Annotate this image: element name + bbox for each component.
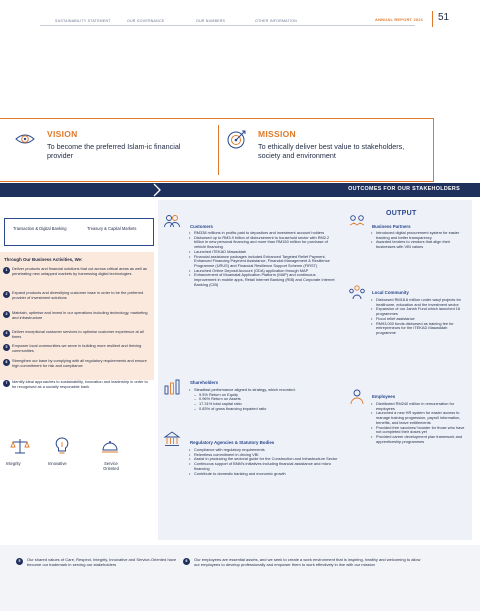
service-bell-icon (100, 436, 120, 456)
regulators-title: Regulatory Agencies & Statutory Bodies (190, 440, 275, 445)
nav-other[interactable]: OTHER INFORMATION (255, 19, 297, 23)
regulators-item: • Continuous support of BNM's initiatives including financial assistance and micro financing (188, 462, 338, 471)
approach-item-6: Strengthen our base by complying with all regulatory requirements and ensure high commitment for risk and compliance (12, 358, 147, 368)
output-title: OUTPUT (386, 210, 417, 217)
employees-icon (348, 388, 366, 406)
regulators-list (188, 448, 338, 476)
employees-item: • Provided career development plan framework and apprenticeship programmes (370, 435, 468, 444)
page-number: 51 (438, 12, 450, 23)
footer-num-6: 6 (183, 558, 190, 565)
page-divider (432, 11, 433, 27)
footer-left-text: Our shared values of Care, Respect, Integrity, Innovative and Service-Oriented have become our trademark in serving our stakeholders (27, 557, 177, 567)
customers-title: Customers (190, 224, 213, 229)
report-title: ANNUAL REPORT 2021 (375, 17, 424, 22)
outcomes-band (0, 183, 480, 197)
approach-item-3: Maintain, optimise and invest in our operations including technology, marketing and infrastructure (12, 310, 148, 320)
business-line-treasury: Treasury & Capital Markets (87, 226, 137, 231)
shareholders-metric: – 0.96% Return on Assets (188, 397, 338, 402)
shareholders-metric: – 0.83% of gross financing impaired ratio (188, 407, 338, 412)
employees-list (370, 402, 468, 444)
approach-item-7: Identify ideal approaches to sustainability, innovation and leadership in order to be recognised as a socially responsible bank (12, 379, 148, 389)
approach-item-2: Expand products and diversifying customer base in order to be the preferred provider of investment solutions (12, 290, 144, 300)
approach-num-4: 4 (3, 330, 10, 337)
partners-item: • Introduced digital procurement system for easier tracking and better transparency (370, 231, 468, 240)
partners-title: Business Partners (372, 224, 411, 229)
shareholders-metric: – 17.31% total capital ratio (188, 402, 338, 407)
community-item: • Expansion of our Jariah Fund which launched 16 programmes (370, 307, 468, 316)
community-title: Local Community (372, 290, 409, 295)
customers-item: • Disbursed up to RM3.9 billion of disbursement to household sector with RM2.2 billion in new personal financing and more than RM150 million for purchase of vehicle financing (188, 236, 338, 250)
outcomes-title: OUTCOMES FOR OUR STAKEHOLDERS (348, 186, 460, 192)
value-integrity: Integrity (6, 461, 21, 466)
shareholders-title: Shareholders (190, 380, 219, 385)
shareholders-metric: – 9.5% Return on Equity (188, 393, 338, 398)
regulators-item: • Compliance with regulatory requirements (188, 448, 338, 453)
footer-num-5: 5 (16, 558, 23, 565)
value-service-oriented: Service Oriented (103, 461, 119, 471)
value-innovative: Innovative (48, 461, 67, 466)
community-icon (348, 284, 366, 302)
approach-item-4: Deliver exceptional customer services to optimise customer experience at all times (12, 329, 144, 339)
mission-text: To ethically deliver best value to stakeholders, society and environment (258, 142, 405, 160)
customers-item: • Launched iTEKAD Mawaddah (188, 250, 338, 255)
lightbulb-icon (52, 436, 72, 456)
approach-num-3: 3 (3, 311, 10, 318)
approach-item-1: Deliver products and financial solutions that cut across critical areas as well as penetrating new untapped markets by harnessing digital technologies (12, 266, 147, 276)
vision-title: VISION (47, 129, 78, 139)
approach-num-1: 1 (3, 267, 10, 274)
partners-list (370, 231, 468, 250)
header-rule (40, 25, 415, 26)
shareholders-list (188, 388, 338, 412)
business-line-transaction: Transaction & Digital Banking (13, 226, 67, 231)
customers-list (188, 231, 338, 287)
approach-num-6: 6 (3, 359, 10, 366)
eye-icon (14, 128, 36, 150)
regulator-building-icon (163, 430, 181, 448)
approach-num-7: 7 (3, 380, 10, 387)
partners-item: • Awarded tenders to vendors that align their businesses with VBI values (370, 240, 468, 249)
regulators-item: • Assist in producing the sectoral guide for the Construction and Infrastructure Sector (188, 457, 338, 462)
vision-text: To become the preferred Islam-ic financial provider (47, 142, 181, 160)
target-icon (226, 128, 248, 150)
scale-icon (10, 436, 30, 456)
employees-item: • Provided free vaccines/ booster for those who have not completed their doses yet (370, 426, 468, 435)
nav-numbers[interactable]: OUR NUMBERS (196, 19, 226, 23)
customers-item: • Enhancement of Muamalat Application Platform (MAP) and continuous improvement in mobile apps, Retail Internet Banking (RIB) and Corporate Internet Banking (CIB) (188, 273, 338, 287)
approach-num-2: 2 (3, 291, 10, 298)
customers-icon (163, 213, 181, 231)
approach-item-5: Empower local communities we serve in building more resilient and thriving communities (12, 343, 142, 353)
shareholders-lead: • Steadfast performance aligned to strategy, which recorded: (188, 388, 338, 393)
community-item: • Disbursed RM18.6 million under waqf projects for healthcare, education and the investment sector (370, 298, 468, 307)
approach-num-5: 5 (3, 344, 10, 351)
footer-right-text: Our employees are essential assets, and we seek to create a work environment that is inspiring, healthy and welcoming to allow our employees to develop professionally and empower them to work effectively in line with our mission (194, 557, 421, 567)
employees-item: • Distributed RM240 million in remuneration for employees (370, 402, 468, 411)
approach-title: Through Our Business Activities, We: (4, 257, 83, 262)
customers-item: • Launched Online Deposit Account (ODA) application through MAP (188, 269, 338, 274)
customers-item: • RM338 millions in profits paid to depositors and investment account holders (188, 231, 338, 236)
shareholders-icon (163, 378, 181, 396)
nav-governance[interactable]: OUR GOVERNANCE (127, 19, 165, 23)
chevron-right-icon (152, 183, 162, 197)
footer-band (0, 545, 480, 611)
partners-icon (348, 213, 366, 231)
community-item: • RM93,000 funds disbursed as training fee for entrepreneurs for the iTEKAD Mawaddah programme (370, 322, 468, 336)
customers-item: • Financial assistance packages included Enhanced Targeted Relief Payment, Enhanced Financing Payment Assistance, Financial Management & Resilience Programme (URUS) and Financial Resilience Support Scheme (FIRST) (188, 255, 338, 269)
regulators-item: • Contribute to domestic banking and economic growth (188, 472, 338, 477)
regulators-item: • Relentless commitment in driving VBI (188, 453, 338, 458)
vm-divider (218, 125, 219, 175)
business-lines-box (4, 218, 154, 246)
mission-title: MISSION (258, 129, 296, 139)
employees-title: Employees (372, 394, 396, 399)
community-list (370, 298, 468, 336)
community-item: • Flood relief assistance (370, 317, 468, 322)
employees-item: • Launched a new HR system for easier access to manage training progression, payroll information, benefits, and leave entitlements (370, 411, 468, 425)
nav-sustainability[interactable]: SUSTAINABILITY STATEMENT (55, 19, 111, 23)
